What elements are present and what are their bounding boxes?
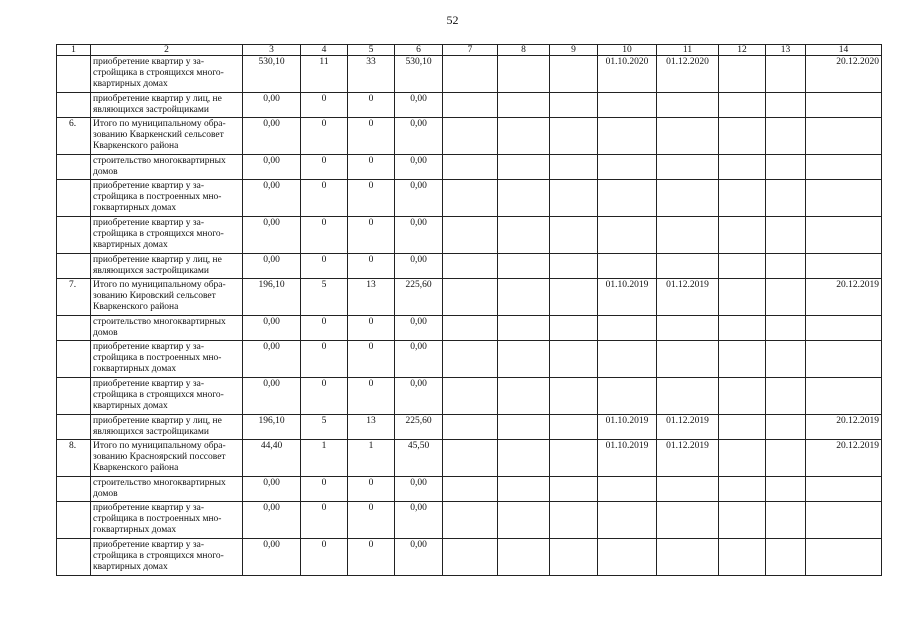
value-cell: 45,50 (395, 440, 443, 477)
count-cell: 0 (301, 155, 348, 180)
count-cell: 0 (348, 217, 395, 254)
date-cell (806, 180, 882, 217)
date-cell (806, 539, 882, 576)
date-cell (598, 341, 657, 378)
count-cell: 0 (348, 93, 395, 118)
empty-cell (443, 217, 498, 254)
value-cell: 0,00 (243, 316, 301, 341)
table-row (57, 415, 882, 440)
col-header: 9 (550, 45, 598, 56)
table-row (57, 56, 882, 93)
empty-cell (498, 155, 550, 180)
date-cell: 20.12.2019 (806, 440, 882, 477)
empty-cell (498, 440, 550, 477)
empty-cell (719, 316, 766, 341)
date-cell: 01.12.2019 (657, 279, 719, 316)
table-row (57, 155, 882, 180)
row-name-cell: Итого по муниципальному обра- зованию Краснoярский поссовет Кваркенского района (91, 440, 243, 477)
empty-cell (550, 477, 598, 502)
value-cell: 0,00 (243, 155, 301, 180)
date-cell (598, 477, 657, 502)
count-cell: 0 (348, 180, 395, 217)
date-cell (657, 217, 719, 254)
date-cell (806, 217, 882, 254)
col-header: 7 (443, 45, 498, 56)
empty-cell (719, 415, 766, 440)
row-number-cell (57, 217, 91, 254)
empty-cell (719, 279, 766, 316)
row-name-cell: приобретение квартир у за- стройщика в строящихся много- квартирных домах (91, 378, 243, 415)
empty-cell (443, 254, 498, 279)
count-cell: 0 (301, 316, 348, 341)
value-cell: 0,00 (395, 180, 443, 217)
date-cell (598, 118, 657, 155)
date-cell (657, 378, 719, 415)
date-cell: 01.12.2019 (657, 415, 719, 440)
empty-cell (498, 180, 550, 217)
date-cell (598, 502, 657, 539)
empty-cell (550, 378, 598, 415)
row-name-cell: приобретение квартир у за- стройщика в построенных мно- гоквартирных домах (91, 341, 243, 378)
value-cell: 44,40 (243, 440, 301, 477)
col-header: 11 (657, 45, 719, 56)
date-cell: 01.10.2020 (598, 56, 657, 93)
empty-cell (443, 477, 498, 502)
empty-cell (719, 378, 766, 415)
date-cell (598, 93, 657, 118)
row-number-cell (57, 415, 91, 440)
empty-cell (719, 254, 766, 279)
empty-cell (498, 316, 550, 341)
date-cell (657, 93, 719, 118)
row-name-cell: Итого по муниципальному обра- зованию Кировский сельсовет Кваркенского района (91, 279, 243, 316)
empty-cell (550, 93, 598, 118)
value-cell: 196,10 (243, 279, 301, 316)
empty-cell (719, 180, 766, 217)
empty-cell (443, 415, 498, 440)
col-header: 12 (719, 45, 766, 56)
value-cell: 0,00 (395, 341, 443, 378)
value-cell: 0,00 (243, 180, 301, 217)
empty-cell (443, 440, 498, 477)
empty-cell (498, 217, 550, 254)
empty-cell (498, 93, 550, 118)
empty-cell (443, 118, 498, 155)
date-cell (657, 254, 719, 279)
date-cell (598, 539, 657, 576)
col-header: 13 (766, 45, 806, 56)
row-number-cell: 7. (57, 279, 91, 316)
col-header: 14 (806, 45, 882, 56)
empty-cell (550, 440, 598, 477)
empty-cell (719, 56, 766, 93)
date-cell: 01.10.2019 (598, 415, 657, 440)
column-number-row (57, 45, 882, 56)
col-header: 8 (498, 45, 550, 56)
date-cell (657, 316, 719, 341)
row-number-cell (57, 93, 91, 118)
date-cell (806, 155, 882, 180)
empty-cell (766, 502, 806, 539)
table-row (57, 502, 882, 539)
empty-cell (550, 254, 598, 279)
date-cell (657, 180, 719, 217)
empty-cell (550, 118, 598, 155)
value-cell: 0,00 (395, 155, 443, 180)
row-name-cell: приобретение квартир у лиц, не являющихся застройщиками (91, 254, 243, 279)
value-cell: 0,00 (243, 118, 301, 155)
date-cell (806, 378, 882, 415)
date-cell: 01.12.2020 (657, 56, 719, 93)
empty-cell (498, 502, 550, 539)
row-name-cell: приобретение квартир у за- стройщика в построенных мно- гоквартирных домах (91, 502, 243, 539)
count-cell: 11 (301, 56, 348, 93)
empty-cell (443, 502, 498, 539)
row-number-cell (57, 56, 91, 93)
date-cell: 01.10.2019 (598, 279, 657, 316)
empty-cell (550, 539, 598, 576)
date-cell (657, 539, 719, 576)
date-cell (598, 180, 657, 217)
table-row (57, 539, 882, 576)
empty-cell (719, 118, 766, 155)
row-number-cell: 6. (57, 118, 91, 155)
table-row (57, 440, 882, 477)
empty-cell (719, 93, 766, 118)
empty-cell (443, 56, 498, 93)
value-cell: 530,10 (395, 56, 443, 93)
row-number-cell: 8. (57, 440, 91, 477)
empty-cell (443, 539, 498, 576)
empty-cell (766, 254, 806, 279)
empty-cell (498, 378, 550, 415)
empty-cell (498, 341, 550, 378)
count-cell: 0 (348, 118, 395, 155)
row-number-cell (57, 180, 91, 217)
empty-cell (443, 180, 498, 217)
date-cell (806, 502, 882, 539)
value-cell: 0,00 (243, 93, 301, 118)
row-number-cell (57, 477, 91, 502)
date-cell (806, 477, 882, 502)
count-cell: 0 (301, 217, 348, 254)
count-cell: 0 (348, 477, 395, 502)
empty-cell (766, 316, 806, 341)
empty-cell (498, 415, 550, 440)
empty-cell (443, 378, 498, 415)
row-number-cell (57, 378, 91, 415)
date-cell: 20.12.2019 (806, 279, 882, 316)
row-name-cell: строительство многоквартирных домов (91, 477, 243, 502)
empty-cell (550, 180, 598, 217)
count-cell: 0 (348, 539, 395, 576)
housing-program-table (56, 44, 882, 576)
date-cell (598, 155, 657, 180)
empty-cell (498, 254, 550, 279)
date-cell (598, 254, 657, 279)
row-name-cell: приобретение квартир у за- стройщика в построенных мно- гоквартирных домах (91, 180, 243, 217)
count-cell: 0 (301, 341, 348, 378)
value-cell: 0,00 (243, 378, 301, 415)
date-cell (806, 341, 882, 378)
row-name-cell: строительство многоквартирных домов (91, 155, 243, 180)
row-number-cell (57, 254, 91, 279)
col-header: 2 (91, 45, 243, 56)
count-cell: 0 (348, 502, 395, 539)
col-header: 6 (395, 45, 443, 56)
empty-cell (766, 279, 806, 316)
date-cell (657, 502, 719, 539)
value-cell: 0,00 (243, 254, 301, 279)
empty-cell (766, 477, 806, 502)
count-cell: 0 (301, 93, 348, 118)
date-cell (657, 341, 719, 378)
count-cell: 0 (301, 502, 348, 539)
table-row (57, 316, 882, 341)
count-cell: 0 (348, 254, 395, 279)
value-cell: 0,00 (243, 477, 301, 502)
count-cell: 0 (348, 341, 395, 378)
table-row (57, 279, 882, 316)
date-cell (657, 118, 719, 155)
count-cell: 0 (301, 254, 348, 279)
empty-cell (766, 217, 806, 254)
empty-cell (719, 341, 766, 378)
value-cell: 196,10 (243, 415, 301, 440)
table-row (57, 477, 882, 502)
col-header: 5 (348, 45, 395, 56)
date-cell: 20.12.2020 (806, 56, 882, 93)
empty-cell (719, 217, 766, 254)
date-cell (806, 118, 882, 155)
col-header: 1 (57, 45, 91, 56)
value-cell: 0,00 (395, 254, 443, 279)
empty-cell (550, 56, 598, 93)
empty-cell (498, 477, 550, 502)
count-cell: 0 (301, 539, 348, 576)
count-cell: 0 (301, 118, 348, 155)
date-cell: 01.10.2019 (598, 440, 657, 477)
row-name-cell: строительство многоквартирных домов (91, 316, 243, 341)
value-cell: 0,00 (243, 341, 301, 378)
count-cell: 1 (301, 440, 348, 477)
empty-cell (766, 440, 806, 477)
date-cell (806, 93, 882, 118)
row-number-cell (57, 341, 91, 378)
count-cell: 13 (348, 279, 395, 316)
empty-cell (719, 539, 766, 576)
count-cell: 0 (301, 477, 348, 502)
empty-cell (550, 502, 598, 539)
row-name-cell: приобретение квартир у за- стройщика в строящихся много- квартирных домах (91, 539, 243, 576)
row-name-cell: Итого по муниципальному обра- зованию Кваркенский сельсовет Кваркенского района (91, 118, 243, 155)
empty-cell (498, 56, 550, 93)
empty-cell (550, 155, 598, 180)
value-cell: 0,00 (395, 378, 443, 415)
date-cell (598, 217, 657, 254)
count-cell: 1 (348, 440, 395, 477)
table-row (57, 341, 882, 378)
empty-cell (766, 539, 806, 576)
empty-cell (766, 155, 806, 180)
row-name-cell: приобретение квартир у лиц, не являющихся застройщиками (91, 415, 243, 440)
empty-cell (443, 341, 498, 378)
value-cell: 0,00 (395, 118, 443, 155)
empty-cell (719, 502, 766, 539)
empty-cell (719, 155, 766, 180)
row-name-cell: приобретение квартир у за- стройщика в строящихся много- квартирных домах (91, 217, 243, 254)
count-cell: 5 (301, 279, 348, 316)
empty-cell (443, 279, 498, 316)
empty-cell (550, 316, 598, 341)
row-number-cell (57, 155, 91, 180)
count-cell: 0 (348, 155, 395, 180)
date-cell (657, 477, 719, 502)
table-row (57, 254, 882, 279)
value-cell: 0,00 (395, 502, 443, 539)
row-number-cell (57, 502, 91, 539)
value-cell: 530,10 (243, 56, 301, 93)
date-cell: 20.12.2019 (806, 415, 882, 440)
empty-cell (766, 93, 806, 118)
empty-cell (498, 279, 550, 316)
empty-cell (766, 415, 806, 440)
empty-cell (766, 378, 806, 415)
count-cell: 0 (301, 180, 348, 217)
value-cell: 0,00 (395, 316, 443, 341)
date-cell (806, 316, 882, 341)
count-cell: 5 (301, 415, 348, 440)
table-row (57, 180, 882, 217)
value-cell: 225,60 (395, 415, 443, 440)
count-cell: 0 (301, 378, 348, 415)
row-name-cell: приобретение квартир у за- стройщика в строящихся много- квартирных домах (91, 56, 243, 93)
table-row (57, 378, 882, 415)
value-cell: 225,60 (395, 279, 443, 316)
empty-cell (498, 539, 550, 576)
empty-cell (550, 217, 598, 254)
table-row (57, 118, 882, 155)
count-cell: 0 (348, 378, 395, 415)
date-cell (598, 378, 657, 415)
empty-cell (766, 118, 806, 155)
empty-cell (766, 180, 806, 217)
date-cell (657, 155, 719, 180)
empty-cell (550, 279, 598, 316)
count-cell: 33 (348, 56, 395, 93)
empty-cell (498, 118, 550, 155)
count-cell: 13 (348, 415, 395, 440)
count-cell: 0 (348, 316, 395, 341)
value-cell: 0,00 (243, 539, 301, 576)
value-cell: 0,00 (243, 217, 301, 254)
value-cell: 0,00 (395, 217, 443, 254)
empty-cell (443, 316, 498, 341)
row-number-cell (57, 539, 91, 576)
date-cell (598, 316, 657, 341)
empty-cell (443, 155, 498, 180)
value-cell: 0,00 (395, 93, 443, 118)
col-header: 10 (598, 45, 657, 56)
empty-cell (719, 440, 766, 477)
empty-cell (766, 341, 806, 378)
table-row (57, 93, 882, 118)
col-header: 3 (243, 45, 301, 56)
page-number: 52 (446, 13, 459, 27)
date-cell (806, 254, 882, 279)
empty-cell (443, 93, 498, 118)
empty-cell (550, 341, 598, 378)
value-cell: 0,00 (395, 477, 443, 502)
value-cell: 0,00 (243, 502, 301, 539)
table-row (57, 217, 882, 254)
row-number-cell (57, 316, 91, 341)
date-cell: 01.12.2019 (657, 440, 719, 477)
empty-cell (719, 477, 766, 502)
empty-cell (550, 415, 598, 440)
empty-cell (766, 56, 806, 93)
value-cell: 0,00 (395, 539, 443, 576)
row-name-cell: приобретение квартир у лиц, не являющихся застройщиками (91, 93, 243, 118)
col-header: 4 (301, 45, 348, 56)
